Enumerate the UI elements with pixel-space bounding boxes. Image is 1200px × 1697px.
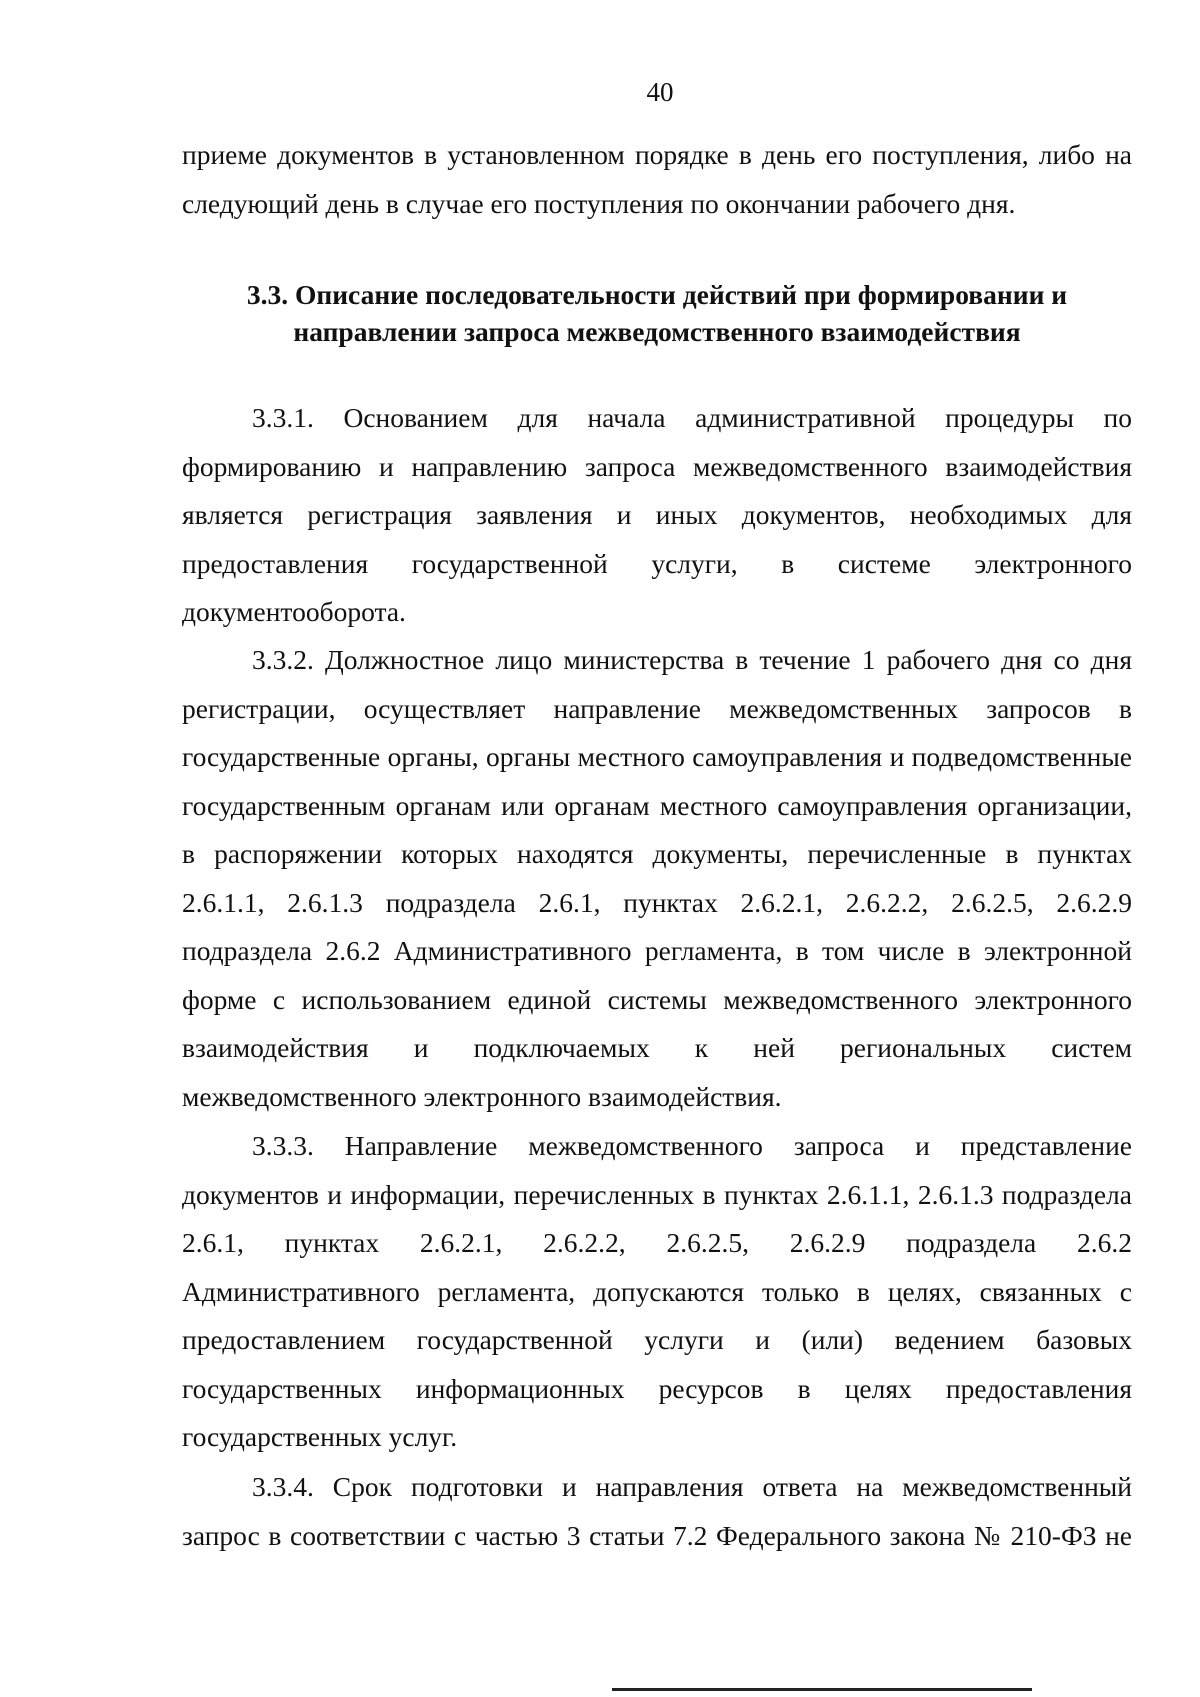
continuation-paragraph: приеме документов в установленном порядке в день его поступления, либо на следующий день в случае его поступления по окончании рабочего дня.	[182, 139, 1132, 219]
section-heading	[182, 276, 1132, 350]
paragraph-3-3-4: 3.3.4. Срок подготовки и направления ответа на межведомственный запрос в соответствии с частью 3 статьи 7.2 Федерального закона № 210-ФЗ не	[182, 1471, 1132, 1551]
paragraph-3-3-1: 3.3.1. Основанием для начала административной процедуры по формированию и направлению запроса межведомственного взаимодействия является регистрация заявления и иных документов, необходимых для предоставления государственной услуги, в системе электронного документооборота.	[182, 402, 1132, 627]
page-number: 40	[646, 77, 674, 107]
section-heading-line-1: 3.3. Описание последовательности действий при формировании и	[246, 279, 1068, 310]
footer-divider	[612, 1688, 1032, 1691]
paragraph-3-3-2: 3.3.2. Должностное лицо министерства в течение 1 рабочего дня со дня регистрации, осуществляет направление межведомственных запросов в государственные органы, органы местного самоуправления и подведомственные государственным органам или органам местного самоуправления организации, в распоряжении которых находятся документы, перечисленные в пунктах 2.6.1.1, 2.6.1.3 подраздела 2.6.1, пунктах 2.6.2.1, 2.6.2.2, 2.6.2.5, 2.6.2.9 подраздела 2.6.2 Административного регламента, в том числе в электронной форме с использованием единой системы межведомственного электронного взаимодействия и подключаемых к ней региональных систем межведомственного электронного взаимодействия.	[182, 644, 1132, 1112]
paragraph-3-3-3: 3.3.3. Направление межведомственного запроса и представление документов и информации, перечисленных в пунктах 2.6.1.1, 2.6.1.3 подраздела 2.6.1, пунктах 2.6.2.1, 2.6.2.2, 2.6.2.5, 2.6.2.9 подраздела 2.6.2 Административного регламента, допускаются только в целях, связанных с предоставлением государственной услуги и (или) ведением базовых государственных информационных ресурсов в целях предоставления государственных услуг.	[182, 1130, 1132, 1452]
section-heading-line-2: направлении запроса межведомственного взаимодействия	[293, 316, 1021, 347]
